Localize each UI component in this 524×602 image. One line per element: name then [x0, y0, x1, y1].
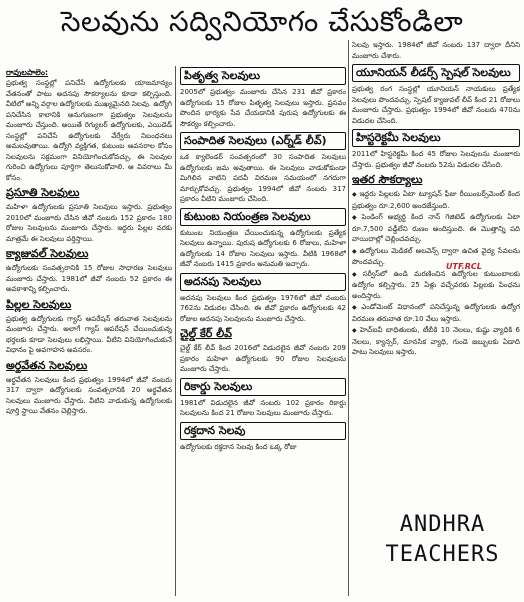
benefit-item: ◆ ఉద్యోగులు మెడికల్ అలవెన్స్ ద్వారా ఉచిత వైద్య సేవలను పొందవచ్చు. — [352, 246, 520, 268]
intro-text: ప్రభుత్వ సంస్థల్లో పనిచేసే ఉద్యోగులకు యాజమాన్యం వేతనంతో పాటు అదనపు సౌకర్యాలను కూడా కల్పిస్తుంది. వీటిలో అన్ని వర్గాల ఉద్యోగులకు ముఖ్యమైనది సెలవు. ఉద్యోగి పనిచేసిన కాలానికి అనుగుణంగా ప్రభుత్వం సెలవులను మంజూరు చేస్తుంది. అయితే రెగ్యులర్ ఉద్యోగులకు, ఎయిడెడ్ సంస్థల్లో పనిచేసే ఉద్యోగులకు వేర్వేరు నిబంధనలు అమలవుతాయి. ఉద్యోగి వ్యక్తిగత, కుటుంబ అవసరాల కోసం సెలవులను సక్రమంగా వినియోగించుకోవచ్చు. ఈ సెలవుల గురించి ఉద్యోగులు పూర్తిగా తెలుసుకోవాలి. ఆ వివరాలు మీ కోసం. — [6, 79, 172, 182]
section-heading: పితృత్వ సెలవులు — [180, 67, 346, 85]
section-maternity — [6, 186, 172, 244]
watermark-line: TEACHERS — [385, 542, 500, 567]
section-union-leaders — [352, 64, 520, 126]
benefit-item: ◆ ఎండోమెంట్ విధానంలో పనిచేస్తున్న ఉద్యోగులకు ఉద్యోగ విరమణ తరువాత రూ.10 వేలు ఇస్తారు. — [352, 302, 520, 324]
section-text: ఉద్యోగులకు రక్తదాన సెలవు కింద ఒక్క రోజు — [180, 442, 297, 451]
section-heading: అర్థవేతన సెలవులు — [6, 358, 88, 372]
section-text: అదనపు సెలవులు కింద ప్రభుత్వం 1976లో జీవో నంబరు 762ను విడుదల చేసింది. ఈ జీవో ప్రకారం ఉద్యోగులకు 42 రోజుల అదనపు సెలవులను మంజూరు చేస్తారు. — [180, 293, 346, 323]
watermark — [365, 510, 520, 570]
section-children — [6, 298, 172, 356]
section-hysterectomy — [352, 129, 520, 170]
section-heading: ఇతర సౌకర్యాలు — [352, 173, 423, 186]
section-heading: అదనపు సెలవులు — [180, 273, 346, 291]
byline: రావులపాలెం: — [6, 68, 49, 77]
section-text: 1981లో విడుదలైన జీవో నంబరు 102 ప్రకారం రికార్డు సెలవులను కింద 21 రోజుల సెలవులు మంజూరు చేస్తారు. — [180, 398, 346, 417]
column-left — [6, 66, 172, 596]
section-heading: హిస్టరెక్టమీ సెలవులు — [352, 129, 520, 147]
column-divider — [348, 40, 349, 596]
section-heading: ప్రసూతి సెలవులు — [6, 186, 80, 199]
section-text: ప్రభుత్వ రంగ సంస్థల్లో యూనియన్ నాయకులు ప్రత్యేక సెలవులు పొందవచ్చు. స్పెషల్ క్యాజువల్ లీవ్ కింద 21 రోజులు మంజూరు చేస్తారు. ప్రభుత్వం 1994లో జీవో నంబరు 470ను విడుదల చేసింది. — [352, 85, 520, 125]
section-heading: రికార్డు సెలవులు — [180, 378, 346, 396]
section-casual — [6, 247, 172, 295]
section-continued — [352, 40, 520, 61]
section-record — [180, 378, 346, 419]
intro-section — [6, 78, 172, 183]
section-blood-donation — [180, 422, 346, 453]
benefit-item: ◆ ఇద్దరు పిల్లలకు ఏటా ట్యూషన్ ఫీజు రీయింబర్స్‌మెంట్ కింద ప్రభుత్వం రూ.2,600 అందజేస్తుంది. — [352, 189, 520, 211]
column-middle — [180, 66, 346, 596]
section-text: అర్థవేతన సెలవులు కింద ప్రభుత్వం 1994లో జీవో నంబరు 317 ద్వారా ఉద్యోగులకు సంవత్సరానికి 20 అర్థవేతన సెలవులు మంజూరు చేస్తారు. వీటిని వాడుకున్న ఉద్యోగులకు పూర్తి స్థాయి వేతనం చెల్లిస్తారు. — [6, 375, 172, 415]
section-heading: క్యాజువల్ సెలవులు — [6, 247, 89, 260]
watermark-line: ANDHRA — [399, 512, 486, 537]
section-text: ఒక క్యాలెండర్ సంవత్సరంలో 30 సంపాదిత సెలవులు ఉద్యోగులకు జమ అవుతాయి. ఈ సెలవులు వాడుకోకుండా మిగిలిన వాటిని పదవీ విరమణ సమయంలో నగదుగా మార్చుకోవచ్చు. ప్రభుత్వం 1994లో జీవో నంబరు 317 ప్రకారం వీటిని మంజూరు చేసింది. — [180, 153, 346, 203]
column-divider — [175, 66, 176, 596]
section-half-pay — [6, 359, 172, 417]
section-heading: పిల్లల సెలవులు — [6, 297, 72, 311]
column-right — [352, 40, 520, 570]
section-child-care — [180, 327, 346, 375]
page-title: సెలవును సద్వినియోగం చేసుకోండిలా — [60, 5, 464, 38]
section-text: చైల్డ్ కేర్ లీవ్ కింద 2016లో విడుదలైన జీవో నంబరు 209 ప్రకారం మహిళా ఉద్యోగులకు 90 రోజుల సెలవులను మంజూరు చేస్తారు. — [180, 344, 346, 373]
section-paternity — [180, 67, 346, 129]
section-text: ప్రభుత్వ ఉద్యోగులకు గ్యాస్ ఆపరేషన్ తరువాత సెలవులను మంజూరు చేస్తారు. అలాగే గ్యాస్ ఆపరేషన్ చేయించుకున్న భర్తలకు కూడా సెలవులు లభిస్తాయి. వీటిని వినియోగించుకునే విధానం పై అవగాహన అవసరం. — [6, 314, 172, 354]
benefit-item: ◆ సర్వీస్‌లో ఉండి మరణించిన ఉద్యోగుల కుటుంబాలకు ఉద్యోగం కల్పిస్తారు. 25 ఏళ్లు వచ్చేవరకు పిల్లలకు పింఛను అందిస్తారు. — [352, 269, 520, 302]
source-tag: UTF.RCL — [446, 262, 482, 271]
section-text: 2005లో ప్రభుత్వం మంజూరు చేసిన 231 జీవో ప్రకారం ఉద్యోగులకు 15 రోజుల పితృత్వ సెలవులు ఇస్తారు. ప్రసవం పొందిన భార్యకు సేవ చేయడానికి పురుష ఉద్యోగులకు ఈ సౌకర్యం కల్పించారు. — [180, 88, 346, 128]
section-text: మహిళా ఉద్యోగులకు ప్రసూతి సెలవులు ఇస్తారు. ప్రభుత్వం 2010లో మంజూరు చేసిన జీవో నంబరు 152 ప్రకారం 180 రోజుల సెలవులను మంజూరు చేస్తారు. ఇద్దరు పిల్లల వరకు మాత్రమే ఈ సెలవులు వర్తిస్తాయి. — [6, 203, 172, 243]
section-text: 2011లో హిస్టరెక్టమీ కింద 45 రోజుల సెలవులను మంజూరు చేస్తారు. ప్రభుత్వం జీవో నంబరు 52ను విడుదల చేసింది. — [352, 150, 520, 169]
section-earned — [180, 132, 346, 205]
section-heading: చైల్డ్ కేర్ లీవ్ — [180, 327, 232, 340]
section-text: ఉద్యోగులకు సంవత్సరానికి 15 రోజుల సాధారణ సెలవులు మంజూరు చేస్తారు. 1981లో జీవో నంబరు 52 ప్రకారం ఈ అవకాశాన్ని కల్పించారు. — [6, 264, 172, 293]
section-heading: కుటుంబ నియంత్రణ సెలవులు — [180, 208, 346, 226]
section-heading: యూనియన్ లీడర్స్ స్పెషల్ సెలవులు — [352, 64, 520, 82]
section-heading: రక్తదాన సెలవు — [180, 422, 346, 440]
benefit-item: ◆ హెచ్ఐవీ బాధితులకు, టీబీకి 10 నెలలు, కుష్టు వ్యాధికి 6 నెలలు, క్యాన్సర్, మానసిక వ్యాధి, గుండె జబ్బులకు ఏడాది పాటు సెలవులు ఇస్తారు. — [352, 325, 520, 358]
section-other-benefits — [352, 173, 520, 358]
section-heading: సంపాదిత సెలవులు (ఎర్న్‌డ్ లీవ్) — [180, 132, 346, 150]
section-text: సెలవు ఇస్తారు. 1984లో జీవో నంబరు 137 ద్వారా దీనిని మంజూరు చేశారు. — [352, 41, 520, 60]
section-extra — [180, 273, 346, 325]
section-text: కుటుంబ నియంత్రణ చేయించుకున్న ఉద్యోగులకు ప్రత్యేక సెలవులు ఉన్నాయి. పురుష ఉద్యోగులకు 6 రోజులు, మహిళా ఉద్యోగులకు 14 రోజుల సెలవులు ఇస్తారు. వీటికి 1968లో జీవో నంబరు 1415 ప్రకారం అనుమతి ఇచ్చారు. — [180, 228, 346, 268]
byline-spacer — [6, 66, 172, 78]
benefit-item: ◆ పెండింగ్ అభ్యర్థి కింద నాన్ గెజిటెడ్ ఉద్యోగులకు ఏటా రూ.7,500 వడ్డీలేని రుణం అందిస్తుంది. ఈ మొత్తాన్ని పది వాయిదాల్లో చెల్లించవచ్చు. — [352, 212, 520, 245]
section-family-planning — [180, 208, 346, 270]
